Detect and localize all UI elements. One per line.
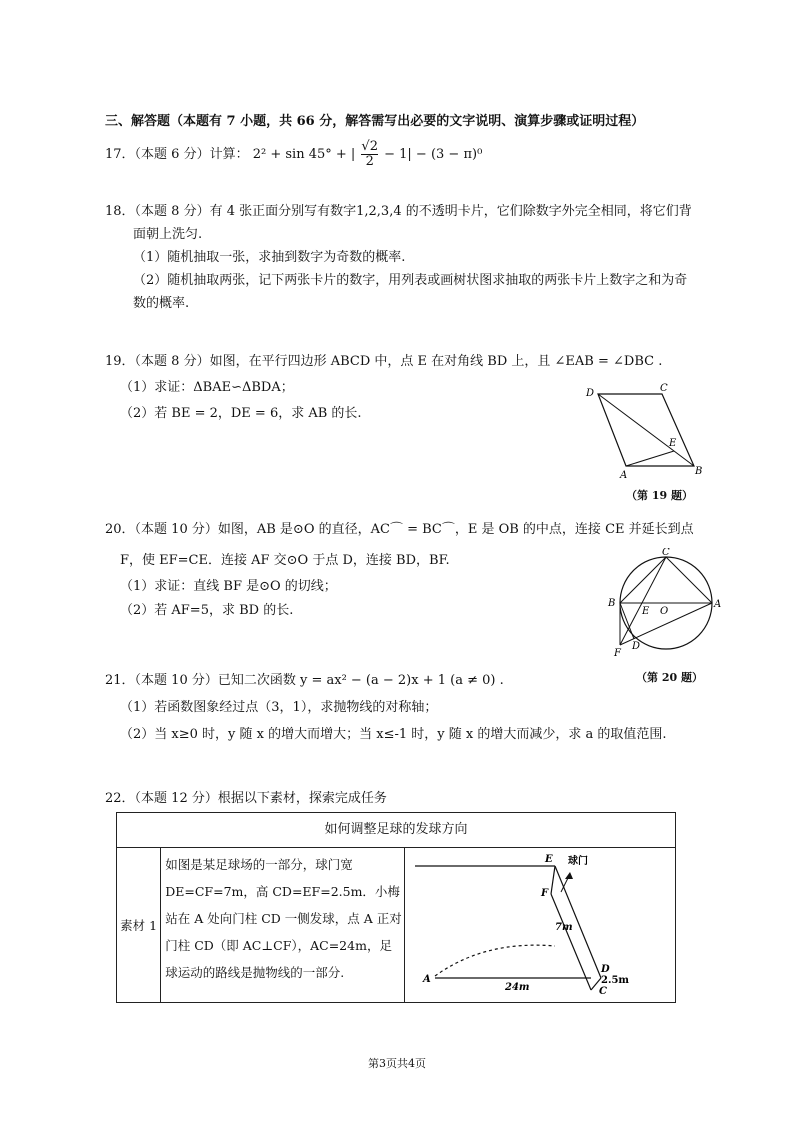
line-bd bbox=[620, 603, 634, 639]
label-d: D bbox=[586, 388, 595, 399]
line-cf bbox=[620, 557, 669, 645]
q17-number: 17．（本题 6 分）计算： bbox=[105, 147, 249, 162]
label-a: A bbox=[423, 974, 431, 985]
q20-figure bbox=[604, 548, 724, 658]
material-text: 如图是某足球场的一部分，球门宽 DE=CF=7m，高 CD=EF=2.5m．小梅站在 A 处向门柱 CD 一侧发球，点 A 正对门柱 CD（即 AC⊥CF），AC=24m，足球运动的路线是抛物线的一部分. bbox=[161, 848, 405, 1003]
label-height: 2.5m bbox=[601, 975, 630, 986]
label-f: F bbox=[541, 888, 549, 899]
q19-part1: （1）求证：ΔBAE∽ΔBDA； bbox=[120, 380, 294, 395]
label-goal: 球门 bbox=[568, 856, 589, 867]
q19-part2: （2）若 BE = 2，DE = 6，求 AB 的长. bbox=[120, 406, 362, 421]
q18-line1: 18．（本题 8 分）有 4 张正面分别写有数字1,2,3,4 的不透明卡片，它们除数字外完全相同，将它们背 bbox=[105, 204, 692, 219]
q17-frac-num: √2 bbox=[361, 139, 378, 154]
label-c: C bbox=[662, 548, 670, 558]
chord-cb bbox=[620, 557, 666, 603]
label-b: B bbox=[608, 598, 616, 609]
q20-caption: （第 20 题） bbox=[636, 671, 703, 684]
q21-part1: （1）若函数图象经过点（3，1），求抛物线的对称轴； bbox=[120, 700, 438, 715]
question-17 bbox=[105, 140, 482, 169]
label-distance: 24m bbox=[505, 982, 530, 993]
label-b: B bbox=[695, 466, 703, 477]
chord-ca bbox=[666, 557, 712, 603]
q19-caption: （第 19 题） bbox=[626, 489, 693, 502]
football-field-figure bbox=[405, 848, 673, 998]
page-footer: 第3页共4页 bbox=[368, 1057, 426, 1070]
label-a: A bbox=[714, 599, 722, 610]
q20-part2: （2）若 AF=5，求 BD 的长. bbox=[120, 603, 294, 618]
segment-ae bbox=[626, 451, 674, 466]
q20-line1: 20．（本题 10 分）如图，AB 是⊙O 的直径，AC⌒ = BC⌒，E 是 OB 的中点，连接 CE 并延长到点 bbox=[105, 522, 694, 537]
label-d: D bbox=[601, 964, 610, 975]
label-c: C bbox=[660, 383, 668, 394]
q21-line1: 21．（本题 10 分）已知二次函数 y = ax² − (a − 2)x + 1 (a ≠ 0) . bbox=[105, 673, 504, 688]
q17-fraction bbox=[361, 140, 378, 169]
label-a: A bbox=[620, 470, 628, 481]
q18-line2: 面朝上洗匀. bbox=[133, 227, 203, 242]
material-label: 素材 1 bbox=[117, 848, 161, 1003]
table-title: 如何调整足球的发球方向 bbox=[117, 813, 676, 848]
label-e: E bbox=[642, 606, 650, 617]
q18-part2: （2）随机抽取两张，记下两张卡片的数字，用列表或画树状图求抽取的两张卡片上数字之和为奇 bbox=[133, 273, 688, 288]
q22-line1: 22．（本题 12 分）根据以下素材，探索完成任务 bbox=[105, 791, 387, 806]
post-ef bbox=[551, 866, 555, 894]
q18-part1: （1）随机抽取一张，求抽到数字为奇数的概率. bbox=[133, 250, 406, 265]
line-fc bbox=[551, 894, 591, 990]
label-e: E bbox=[545, 854, 553, 865]
section-heading: 三、解答题（本题有 7 小题，共 66 分，解答需写出必要的文字说明、演算步骤或证明过程） bbox=[105, 114, 645, 129]
label-f: F bbox=[614, 648, 621, 658]
q18-part2b: 数的概率. bbox=[133, 296, 190, 311]
label-c: C bbox=[599, 986, 607, 997]
q22-material-table bbox=[116, 812, 676, 1003]
ball-trajectory bbox=[435, 945, 555, 976]
q17-expr-post: − 1| − (3 − π)⁰ bbox=[384, 147, 483, 162]
q20-part1: （1）求证：直线 BF 是⊙O 的切线； bbox=[120, 579, 337, 594]
material-figure-cell bbox=[405, 848, 676, 1003]
q21-part2: （2）当 x≥0 时，y 随 x 的增大而增大；当 x≤-1 时，y 随 x 的增大而减少，求 a 的取值范围. bbox=[120, 727, 667, 742]
q17-expr-pre: 2² + sin 45° + | bbox=[252, 147, 356, 162]
label-width: 7m bbox=[555, 922, 573, 933]
label-o: O bbox=[660, 606, 669, 617]
q19-line1: 19．（本题 8 分）如图，在平行四边形 ABCD 中，点 E 在对角线 BD 上，且 ∠EAB = ∠DBC . bbox=[105, 354, 663, 369]
goal-arrow-head bbox=[565, 872, 573, 879]
label-d: D bbox=[632, 641, 641, 652]
q20-line2: F，使 EF=CE．连接 AF 交⊙O 于点 D，连接 BD，BF. bbox=[120, 553, 450, 568]
q19-figure bbox=[580, 382, 710, 482]
label-e: E bbox=[669, 438, 677, 449]
q17-frac-den: 2 bbox=[365, 154, 374, 169]
